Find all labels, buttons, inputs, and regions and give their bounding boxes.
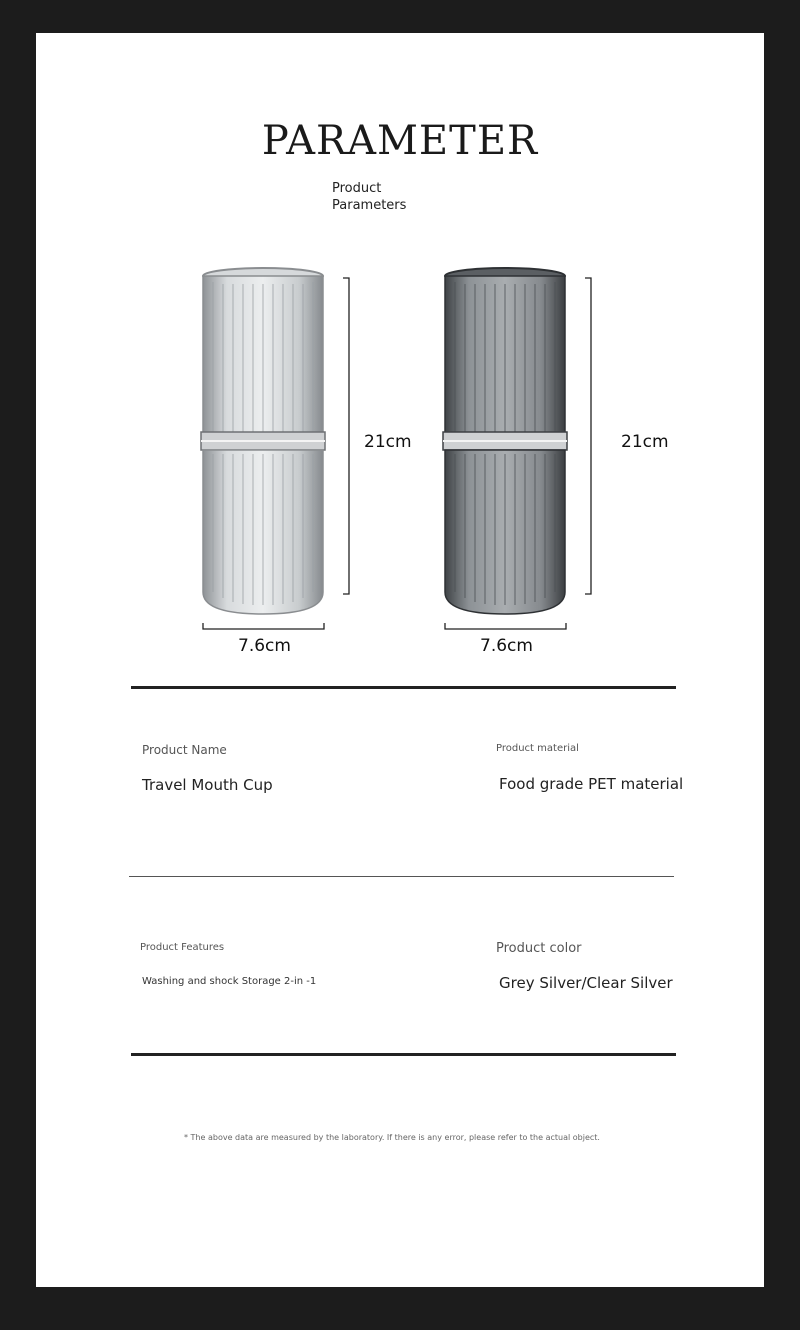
product-features-label: Product Features — [140, 942, 225, 953]
width-bracket-clear — [200, 620, 328, 634]
height-dimension-clear: 21cm — [364, 432, 412, 452]
product-name-label: Product Name — [142, 743, 227, 757]
subtitle-line-2: Parameters — [332, 198, 407, 213]
footnote: * The above data are measured by the laboratory. If there is any error, please refer to the actual object. — [184, 1133, 600, 1142]
table-bottom-divider — [131, 1053, 676, 1056]
height-bracket-clear — [340, 276, 354, 598]
product-color-value: Grey Silver/Clear Silver — [499, 974, 673, 992]
height-bracket-grey — [582, 276, 596, 598]
product-image-grey — [438, 262, 572, 622]
product-material-value: Food grade PET material — [499, 775, 684, 793]
product-name-value: Travel Mouth Cup — [142, 776, 273, 794]
height-dimension-grey: 21cm — [621, 432, 669, 452]
table-top-divider — [131, 686, 676, 689]
width-dimension-clear: 7.6cm — [238, 636, 291, 656]
product-color-label: Product color — [496, 941, 582, 956]
table-middle-divider — [129, 876, 674, 877]
width-dimension-grey: 7.6cm — [480, 636, 533, 656]
content-card — [36, 33, 764, 1287]
subtitle-line-1: Product — [332, 181, 382, 196]
product-material-label: Product material — [496, 743, 579, 754]
product-image-clear — [196, 262, 330, 622]
page-subtitle — [332, 180, 452, 214]
page-title: PARAMETER — [261, 118, 539, 164]
product-features-value: Washing and shock Storage 2-in -1 — [142, 976, 317, 987]
width-bracket-grey — [442, 620, 570, 634]
